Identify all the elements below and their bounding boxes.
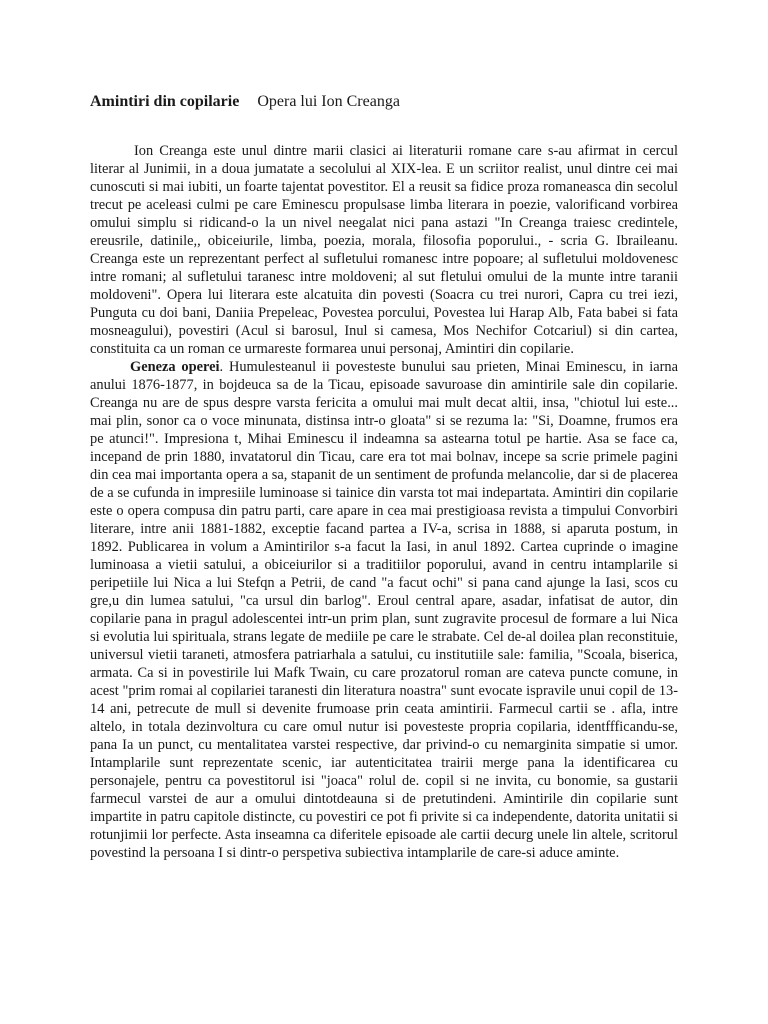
- title-line: [90, 92, 400, 112]
- document-subtitle: Opera lui Ion Creanga: [257, 93, 400, 110]
- paragraph-geneza-text: . Humulesteanul ii povesteste bunului sau prieten, Minai Eminescu, in iarna anului 1876-1877, in bojdeuca sa de la Ticau, episoade savuroase din amintirile sale din copilarie. Creanga nu are de spus despre varsta fericita a omului mai mult decat altii, insa, "chiotul lui este... mai plin, sonor ca o voce minunata, distinsa intr-o gloata" si se rezuma la: "Si, Doamne, frumos era pe atunci!". Impresiona t, Mihai Eminescu il indeamna sa astearna totul pe hartie. Asa se face ca, incepand de prin 1880, invatatorul din Ticau, care era tot mai bolnav, incepe sa scrie primele pagini din cea mai importanta opera a sa, stapanit de un sentiment de profunda melancolie, dar si de placerea de a se cufunda in impresiile luminoase si tainice din varsta tot mai indepartata. Amintiri din copilarie este o opera compusa din patru parti, care apare in cea mai prestigioasa revista a timpului Convorbiri literare, intre anii 1881-1882, exceptie facand partea a IV-a, scrisa in 1888, si aparuta postum, in 1892. Publicarea in volum a Amintirilor s-a facut la Iasi, in anul 1892. Cartea cuprinde o imagine luminoasa a vietii satului, a obiceiurilor si a traditiilor poporului, avand in centru intamplarile si peripetiile lui Nica a lui Stefqn a Petrii, de cand "a facut ochi" si pana cand ajunge la Iasi, scos cu gre,u din lumea satului, "ca ursul din barlog". Eroul central apare, asadar, infatisat de autor, din copilarie pana in pragul adolescentei intr-un prim plan, sunt zugravite procesul de formare a lui Nica si evolutia lui spirituala, strans legate de mediile pe care le strabate. Cel de-al doilea plan reconstituie, universul vietii taraneti, atmosfera patriarhala a satului, cu institutiile sale: familia, "Scoala, biserica, armata. Ca si in povestirile lui Mafk Twain, cu care prozatorul roman are cateva puncte comune, in acest "prim romai al copilariei taranesti din literatura noastra" sunt evocate ispravile unui copil de 13-14 ani, petrecute de mull si devenite frumoase prin ceata amintirii. Farmecul cartii se . afla, intre altelo, in totala dezinvoltura cu care omul nutur isi povesteste propria copilaria, identffficandu-se, pana Ia un punct, cu mentalitatea varstei respective, dar privind-o cu nemarginita simpatie si umor. Intamplarile sunt reprezentate scenic, iar autenticitatea trairii merge pana la identificarea cu personajele, pentru ca povestitorul isi "joaca" rolul de. copil si ne invita, cu bonomie, sa gustarii farmecul varstei de aur a omului dintotdeauna si de pretutindeni. Amintirile din copilarie sunt impartite in patru capitole distincte, cu povestiri ce pot fi privite si ca independente, datorita unitatii si rotunjimii lor perfecte. Asta inseamna ca diferitele episoade ale cartii decurg unele lin altele, scritorul povestind la persoana I si dintr-o perspetiva subiectiva intamplarile de care-si aduce aminte.: [90, 359, 678, 861]
- paragraph-intro: Ion Creanga este unul dintre marii clasici ai literaturii romane care s-au afirmat in cercul literar al Junimii, in a doua jumatate a secolului al XIX-lea. E un scriitor realist, unul dintre cei mai cunoscuti si mai iubiti, un foarte tajentat povestitor. El a reusit sa fidice proza romaneasca din secolul trecut pe aceleasi culmi pe care Eminescu propulsase limba literara in poezie, valorificand vorbirea omului simplu si ridicand-o la un nivel neegalat nici pana astazi "In Creanga traiesc credintele, ereusrile, datinile,, obiceiurile, limba, poezia, morala, filosofia poporului., - scria G. Ibraileanu. Creanga este un reprezentant perfect al sufletului romanesc intre popoare; al sufletului moldovenesc intre romani; al sufletului taranesc intre moldoveni; al sut fletului omului de la munte intre taranii moldoveni". Opera lui literara este alcatuita din povesti (Soacra cu trei nurori, Capra cu trei iezi, Punguta cu doi bani, Daniia Prepeleac, Povestea porcului, Povestea lui Harap Alb, Fata babei si fata mosneagului), povestiri (Acul si barosul, Inul si camesa, Mos Nechifor Cotcariul) si din cartea, constituita ca un roman ce urmareste formarea unui personaj, Amintiri din copilarie.: [90, 143, 678, 357]
- document-title: Amintiri din copilarie: [90, 93, 240, 110]
- paragraph-heading: Geneza operei: [130, 359, 220, 375]
- paragraph-geneza: [90, 358, 678, 862]
- document-body: [90, 142, 678, 862]
